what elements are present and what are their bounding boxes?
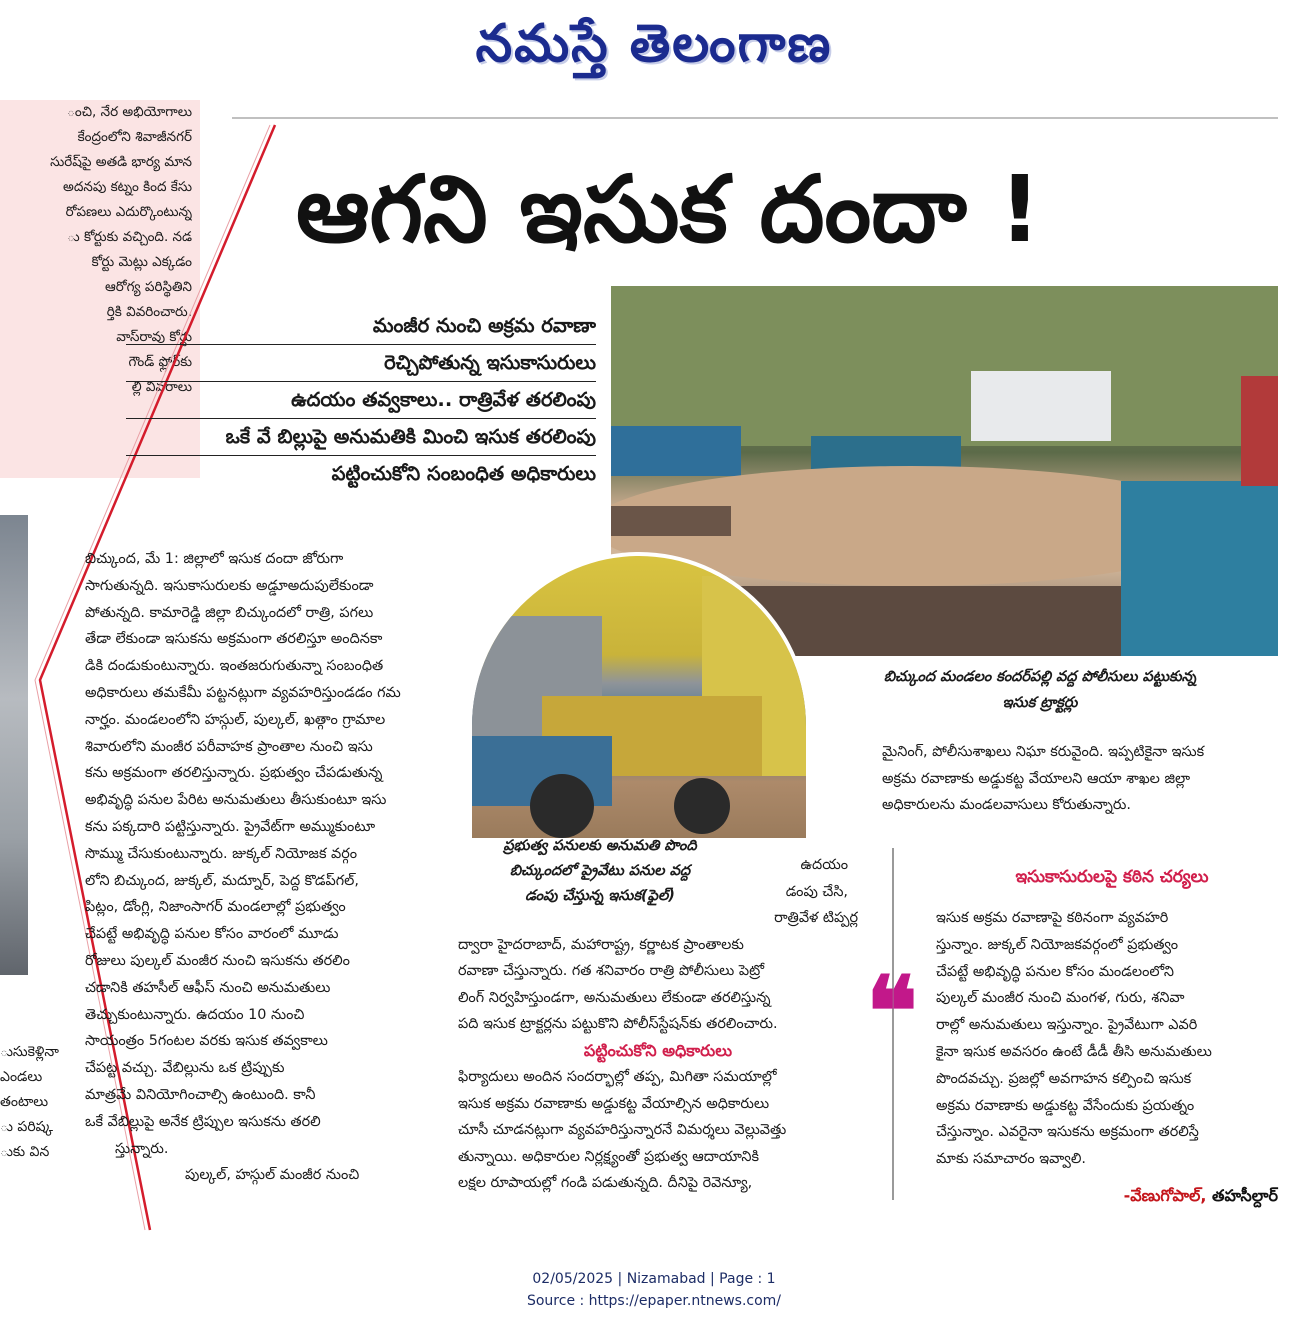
quote-line: పొందవచ్చు. ప్రజల్లో అవగాహన కల్పించి ఇసుక	[936, 1070, 1192, 1087]
quote-line: పుల్కల్ మంజీర నుంచి మంగళ, గురు, శనివా	[936, 990, 1185, 1007]
left-bottom-line: తంటాలు	[0, 1094, 49, 1110]
article-body-left	[85, 546, 435, 1189]
body-line: రాత్రివేళ టిప్పర్ల	[774, 910, 858, 926]
caption-line: బిచ్కుందలో ప్రైవేటు పనుల వద్ద	[509, 863, 691, 879]
body-line: నార్హం. మండలంలోని హస్గుల్, పుల్కల్, ఖత్గాం గ్రామాల	[85, 711, 386, 728]
quote-line: రాల్లో అనుమతులు ఇస్తున్నాం. ప్రైవేటుగా ఎవరి	[936, 1017, 1198, 1034]
body-line: మాత్రమే వినియోగించాల్సి ఉంటుంది. కానీ	[85, 1086, 316, 1103]
article-body-middle	[458, 852, 858, 1197]
quote-mark-icon: ❝	[866, 955, 918, 1068]
body-line: సాయంత్రం 5గంటల వరకు ఇసుక తవ్వకాలు	[85, 1033, 328, 1050]
left-col-line: ల్లి వివరాలు	[131, 379, 192, 395]
subhead-line: పట్టించుకోని సంబంధిత అధికారులు	[331, 462, 596, 485]
subhead-line: ఒకే వే బిల్లుపై అనుమతికి మించి ఇసుక తరలింపు	[126, 419, 596, 456]
body-line: సాగుతున్నది. ఇసుకాసురులకు అడ్డూఅదుపులేకుండా	[85, 577, 374, 594]
left-col-line: కోర్టు మెట్లు ఎక్కడం	[91, 254, 192, 270]
left-bottom-line: ు పరిష్క	[0, 1119, 54, 1135]
left-col-line: రోపణలు ఎదుర్కొంటున్న	[65, 204, 192, 220]
body-line: శివారులోని మంజీర పరీవాహక ప్రాంతాల నుంచి ఇసు	[85, 738, 373, 755]
body-line: బిచ్కుంద, మే 1: జిల్లాలో ఇసుక దందా జోరుగా	[85, 551, 344, 567]
left-bottom-line: ఎండలు	[0, 1069, 43, 1085]
quote-line: కైనా ఇసుక అవసరం ఉంటే డీడీ తీసి అనుమతులు	[936, 1043, 1212, 1060]
quote-body	[936, 905, 1280, 1173]
body-line: అధికారులను మండలవాసులు కోరుతున్నారు.	[882, 797, 1131, 813]
body-line: రోజులు పుల్కల్ మంజీర నుంచి ఇసుకను తరలిం	[85, 952, 350, 969]
body-line: అభివృద్ధి పనుల పేరిట అనుమతులు తీసుకుంటూ ఇసు	[85, 792, 387, 809]
body-line: లక్షల రూపాయల్లో గండి పడుతున్నది. దీనిపై రెవెన్యూ,	[458, 1175, 753, 1191]
subheads	[126, 308, 596, 492]
left-bottom-line: ుకు విన	[0, 1144, 50, 1160]
main-photo-caption	[820, 664, 1260, 716]
body-line: ఒకే వేబిల్లుపై అనేక ట్రిప్పుల ఇసుకను తరలి	[85, 1113, 321, 1130]
caption-line: డంపు చేస్తున్న ఇసుక(ఫైల్)	[525, 888, 675, 904]
subhead-line: రెచ్చిపోతున్న ఇసుకాసురులు	[126, 345, 596, 382]
body-line: అధికారులు తమకేమీ పట్టనట్లుగా వ్యవహరిస్తుండడం గమ	[85, 684, 401, 701]
body-line: ఫిర్యాదులు అందిన సందర్భాల్లో తప్ప, మిగితా సమయాల్లో	[458, 1069, 777, 1085]
quote-line: స్తున్నాం. జుక్కల్ నియోజకవర్గంలో ప్రభుత్వం	[936, 936, 1178, 953]
quote-line: అక్రమ రవాణాకు అడ్డుకట్ట వేసేందుకు ప్రయత్నం	[936, 1097, 1195, 1114]
body-line: కను పక్కదారి పట్టిస్తున్నారు. ప్రైవేట్‌గా అమ్ముకుంటూ	[85, 818, 376, 835]
body-line: పిట్లం, డోంగ్లి, నిజాంసాగర్ మండలాల్లో ప్రభుత్వం	[85, 899, 346, 916]
quote-line: చేస్తున్నాం. ఎవరైనా ఇసుకను అక్రమంగా తరలిస్తే	[936, 1124, 1199, 1141]
subhead-line: మంజీర నుంచి అక్రమ రవాణా	[126, 308, 596, 345]
quote-title: ఇసుకాసురులపై కఠిన చర్యలు	[1015, 867, 1209, 887]
mid-subhead: పట్టించుకోని అధికారులు	[583, 1040, 733, 1060]
body-line: సొమ్ము చేసుకుంటున్నారు. జుక్కల్ నియోజక వర్గం	[85, 845, 358, 862]
body-line: మైనింగ్, పోలీసుశాఖలు నిఘా కరువైంది. ఇప్పటికైనా ఇసుక	[882, 744, 1205, 760]
body-line: ఇసుక అక్రమ రవాణాకు అడ్డుకట్ట వేయాల్సిన అధికారులు	[458, 1095, 770, 1112]
masthead: నమస్తే తెలంగాణ	[475, 13, 833, 74]
body-line: డికి దండుకుంటున్నారు. ఇంతజరుగుతున్నా సంబంధిత	[85, 658, 384, 675]
body-line: చేపట్టే అభివృద్ధి పనుల కోసం వారంలో మూడు	[85, 926, 339, 943]
page-footer	[0, 1268, 1308, 1312]
left-col-line: సురేష్‌పై అతడి భార్య మాన	[50, 154, 192, 170]
body-line: ద్వారా హైదరాబాద్, మహారాష్ట్ర, కర్ణాటక ప్రాంతాలకు	[458, 936, 744, 953]
caption-line: బిచ్కుంద మండలం కందర్‌పల్లి వద్ద పోలీసులు పట్టుకున్న	[883, 669, 1197, 685]
body-line: పది ఇసుక ట్రాక్టర్లను పట్టుకొని పోలీస్‌స్టేషన్‌కు తరలించారు.	[458, 1016, 778, 1032]
left-col-line: ంచి, నేర అభియోగాలు	[67, 104, 192, 120]
top-rule	[232, 117, 1278, 119]
left-col-line: గౌండ్ ఫ్లోర్‌కు	[128, 354, 192, 370]
quote-sign-title: తహసీల్దార్	[1206, 1186, 1278, 1205]
body-line: కను అక్రమంగా తరలిస్తున్నారు. ప్రభుత్వం చేపడుతున్న	[85, 765, 383, 782]
body-line: తున్నాయి. అధికారుల నిర్లక్ష్యంతో ప్రభుత్వ ఆదాయానికి	[458, 1148, 760, 1165]
body-line: చేపట్ట వచ్చు. వేబిల్లును ఒక ట్రిప్పుకు	[85, 1060, 285, 1077]
body-line: లింగ్ నిర్వహిస్తుండగా, అనుమతులు లేకుండా తరలిస్తున్న	[458, 989, 771, 1006]
left-col-line: వాస్‌రావు కోర్టు	[116, 329, 192, 345]
body-line: డంపు చేసి,	[785, 883, 848, 900]
article-body-right	[882, 739, 1280, 819]
body-line: పోతున్నది. కామారెడ్డి జిల్లా బిచ్కుందలో రాత్రి, పగలు	[85, 604, 374, 621]
footer-date-edition: 02/05/2025 | Nizamabad | Page : 1	[532, 1271, 776, 1287]
quote-line: మాకు సమాచారం ఇవ్వాలి.	[936, 1151, 1086, 1168]
body-line: తెచ్చుకుంటున్నారు. ఉదయం 10 నుంచి	[85, 1006, 305, 1023]
left-col-line: అదనపు కట్నం కింద కేసు	[63, 179, 192, 195]
left-col-line: ర్తికి వివరించారు.	[106, 304, 192, 320]
caption-line: ఇసుక ట్రాక్టర్లు	[1002, 695, 1078, 711]
left-col-line: కేంద్రంలోని శివాజీనగర్	[77, 129, 192, 145]
left-col-line: ు కోర్టుకు వచ్చింది. నడ	[67, 229, 192, 245]
quote-line: చేపట్టే అభివృద్ధి పనుల కోసం మండలంలోని	[936, 963, 1174, 980]
body-line: చూసీ చూడనట్లుగా వ్యవహరిస్తున్నారనే విమర్శలు వెల్లువెత్తు	[458, 1122, 787, 1138]
left-bottom-line: ుసుకెళ్లినా	[0, 1044, 59, 1060]
subhead-line: ఉదయం తవ్వకాలు.. రాత్రివేళ తరలింపు	[126, 382, 596, 419]
headline: ఆగని ఇసుక దందా !	[296, 156, 1041, 263]
body-line: పుల్కల్, హస్గుల్ మంజీర నుంచి	[185, 1167, 360, 1184]
body-line: చడానికి తహసీల్ ఆఫీస్ నుంచి అనుమతులు	[85, 979, 331, 996]
quote-line: ఇసుక అక్రమ రవాణాపై కఠినంగా వ్యవహరి	[936, 910, 1169, 926]
caption-line: ప్రభుత్వ పనులకు అనుమతి పొంది	[503, 838, 697, 854]
body-line: లోని బిచ్కుంద, జుక్కల్, మద్నూర్, పెద్ద కొడప్‌గల్,	[85, 872, 359, 889]
quote-signature	[1000, 1186, 1278, 1209]
quote-sign-name: -వేణుగోపాల్,	[1123, 1186, 1207, 1205]
body-line: రవాణా చేస్తున్నారు. గత శనివారం రాత్రి పోలీసులు పెట్రో	[458, 963, 765, 979]
body-line: స్తున్నారు.	[115, 1140, 169, 1157]
body-line: తేడా లేకుండా ఇసుకను అక్రమంగా తరలిస్తూ అందినకా	[85, 631, 383, 648]
footer-source: Source : https://epaper.ntnews.com/	[526, 1293, 782, 1309]
body-line: అక్రమ రవాణాకు అడ్డుకట్ట వేయాలని ఆయా శాఖల జిల్లా	[882, 770, 1191, 787]
body-line: ఉదయం	[800, 857, 848, 873]
left-col-line: ఆరోగ్య పరిస్థితిని	[104, 279, 192, 295]
